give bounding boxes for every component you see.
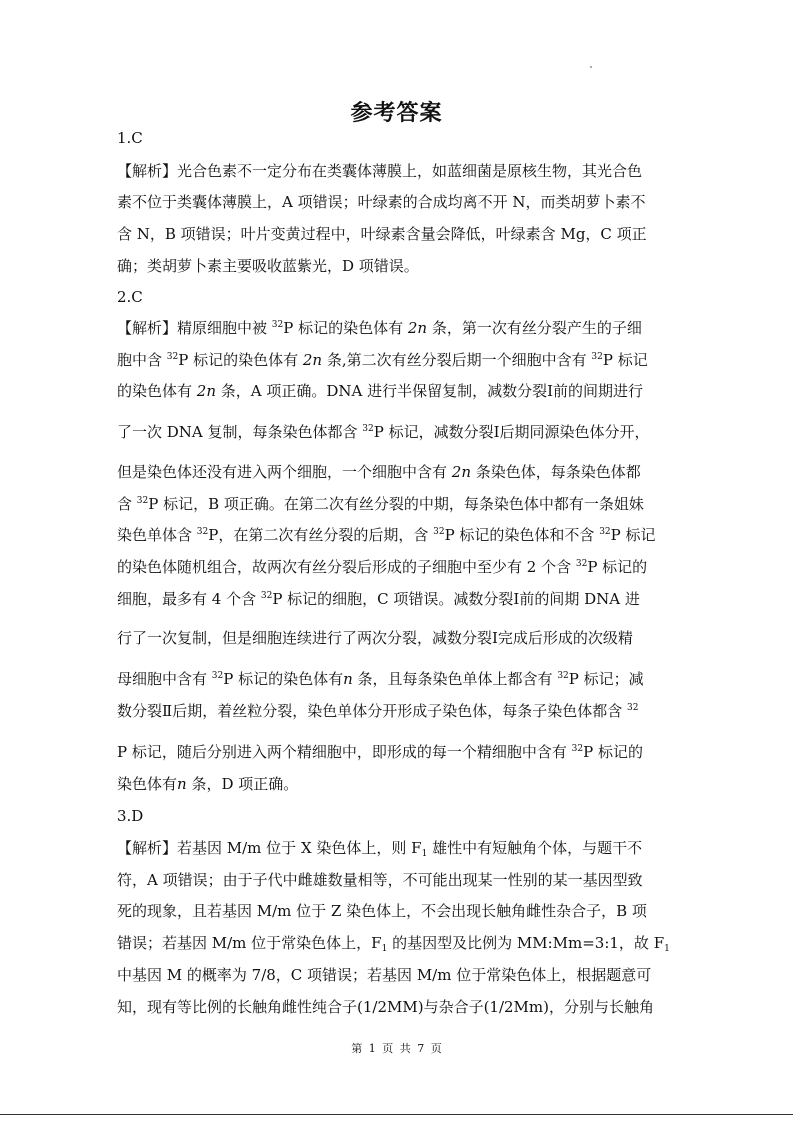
explanation-line — [117, 774, 298, 794]
text-run: P 标记的细胞，C 项错误。减数分裂Ⅰ前的间期 DNA 进 — [272, 590, 640, 608]
text-run: 胞中含 — [117, 351, 167, 369]
isotope-superscript: 32 — [626, 703, 639, 713]
generation-subscript: 1 — [664, 944, 670, 954]
isotope-superscript: 32 — [575, 559, 588, 569]
text-run: 知，现有等比例的长触角雌性纯合子(1/2MM)与杂合子(1/2Mm)，分别与长触角 — [117, 998, 654, 1016]
bottom-rule — [0, 1114, 793, 1115]
italic-term: 2n — [451, 463, 471, 481]
text-run: P 标记；减 — [568, 670, 644, 688]
text-run: P 标记的 — [583, 743, 643, 761]
text-run: P 标记 — [602, 351, 648, 369]
text-run: 中基因 M 的概率为 7/8，C 项错误；若基因 M/m 位于常染色体上，根据题意可 — [117, 966, 652, 984]
isotope-superscript: 32 — [271, 320, 284, 330]
italic-term: 2n — [302, 351, 323, 369]
text-run: 了一次 DNA 复制，每条染色体都含 — [117, 423, 363, 441]
text-run: P 标记，B 项正确。在第二次有丝分裂的中期，每条染色体中都有一条姐妹 — [148, 495, 644, 513]
page-footer: 第 1 页 共 7 页 — [351, 1042, 442, 1055]
explanation-line — [117, 933, 670, 953]
explanation-line — [117, 494, 644, 514]
explanation-line — [117, 589, 640, 609]
explanation-line — [117, 838, 642, 858]
text-run: 1.C — [117, 129, 143, 147]
explanation-line — [117, 192, 646, 212]
text-run: 的染色体随机组合，故两次有丝分裂后形成的子细胞中至少有 2 个含 — [117, 558, 576, 576]
question-answer — [117, 287, 143, 307]
text-run: 的基因型及比例为 MM:Mm=3:1，故 F — [387, 934, 665, 952]
explanation-line — [117, 742, 643, 762]
explanation-line — [117, 422, 650, 442]
text-run: P 标记，随后分别进入两个精细胞中，即形成的每一个精细胞中含有 — [117, 743, 572, 761]
text-run: P，在第二次有丝分裂的后期，含 — [208, 526, 434, 544]
text-run: 条,第二次有丝分裂后期一个细胞中含有 — [322, 351, 592, 369]
isotope-superscript: 32 — [571, 744, 584, 754]
text-run: P 标记，减数分裂Ⅰ后期同源染色体分开， — [373, 423, 650, 441]
isotope-superscript: 32 — [557, 671, 569, 681]
isotope-superscript: 32 — [362, 424, 374, 434]
scan-mark — [590, 66, 592, 68]
text-run: P 标记 — [610, 526, 656, 544]
isotope-superscript: 32 — [260, 591, 273, 601]
text-run: 含 N，B 项错误；叶片变黄过程中，叶绿素含量会降低，叶绿素含 Mg，C 项正 — [117, 225, 647, 243]
text-run: 确；类胡萝卜素主要吸收蓝紫光，D 项错误。 — [117, 257, 419, 275]
explanation-line — [117, 381, 643, 401]
text-run: P 标记的 — [587, 558, 648, 576]
explanation-line — [117, 318, 642, 338]
isotope-superscript: 32 — [599, 527, 611, 537]
text-run: 素不位于类囊体薄膜上，A 项错误；叶绿素的合成均离不开 N，而类胡萝卜素不 — [117, 193, 646, 211]
explanation-line — [117, 224, 647, 244]
explanation-line — [117, 628, 633, 648]
italic-term: n — [177, 775, 187, 793]
isotope-superscript: 32 — [211, 671, 224, 681]
text-run: 【解析】精原细胞中被 — [117, 319, 272, 337]
text-run: 但是染色体还没有进入两个细胞，一个细胞中含有 — [117, 463, 452, 481]
explanation-line — [117, 557, 647, 577]
isotope-superscript: 32 — [136, 496, 149, 506]
isotope-superscript: 32 — [196, 527, 209, 537]
isotope-superscript: 32 — [591, 352, 603, 362]
text-run: 染色体有 — [117, 775, 178, 793]
text-run: 雄性中有短触角个体，与题干不 — [427, 839, 643, 857]
explanation-line — [117, 701, 638, 721]
text-run: P 标记的染色体有 — [223, 670, 344, 688]
italic-term: n — [343, 670, 353, 688]
explanation-line — [117, 965, 651, 985]
text-run: 【解析】若基因 M/m 位于 X 染色体上，则 F — [117, 839, 422, 857]
text-run: 行了一次复制，但是细胞连续进行了两次分裂，减数分裂Ⅰ完成后形成的次级精 — [117, 629, 633, 647]
explanation-line — [117, 256, 419, 276]
text-run: 母细胞中含有 — [117, 670, 212, 688]
text-run: 细胞，最多有 4 个含 — [117, 590, 261, 608]
question-answer — [117, 128, 143, 148]
explanation-line — [117, 161, 642, 181]
text-run: 含 — [117, 495, 137, 513]
text-run: 的染色体有 — [117, 382, 197, 400]
text-run: 条，A 项正确。DNA 进行半保留复制，减数分裂Ⅰ前的间期进行 — [216, 382, 644, 400]
text-run: 3.D — [117, 807, 144, 825]
text-run: 数分裂Ⅱ后期，着丝粒分裂，染色单体分开形成子染色体，每条子染色体都含 — [117, 702, 627, 720]
generation-subscript: 1 — [381, 944, 388, 954]
explanation-line — [117, 462, 641, 482]
text-run: P 标记的染色体和不含 — [444, 526, 600, 544]
text-run: 条，且每条染色单体上都含有 — [352, 670, 558, 688]
explanation-line — [117, 350, 648, 370]
text-run: 【解析】光合色素不一定分布在类囊体薄膜上，如蓝细菌是原核生物，其光合色 — [117, 162, 643, 180]
page-title: 参考答案 — [350, 100, 443, 126]
text-run: 死的现象，且若基因 M/m 位于 Z 染色体上，不会出现长触角雌性杂合子，B 项 — [117, 902, 647, 920]
text-run: 条，第一次有丝分裂产生的子细 — [427, 319, 642, 337]
italic-term: 2n — [196, 382, 216, 400]
explanation-line — [117, 870, 643, 890]
text-run: P 标记的染色体有 — [283, 319, 408, 337]
italic-term: 2n — [407, 319, 428, 337]
explanation-line — [117, 901, 647, 921]
generation-subscript: 1 — [421, 849, 428, 859]
text-run: 条，D 项正确。 — [186, 775, 299, 793]
text-run: 符，A 项错误；由于子代中雌雄数量相等，不可能出现某一性别的某一基因型致 — [117, 871, 643, 889]
isotope-superscript: 32 — [166, 352, 179, 362]
isotope-superscript: 32 — [433, 527, 445, 537]
question-answer — [117, 806, 143, 826]
text-run: P 标记的染色体有 — [178, 351, 303, 369]
explanation-line — [117, 525, 656, 545]
text-run: 错误；若基因 M/m 位于常染色体上，F — [117, 934, 382, 952]
explanation-line — [117, 669, 644, 689]
explanation-line — [117, 997, 654, 1017]
text-run: 条染色体，每条染色体都 — [471, 463, 641, 481]
text-run: 染色单体含 — [117, 526, 197, 544]
text-run: 2.C — [117, 288, 143, 306]
